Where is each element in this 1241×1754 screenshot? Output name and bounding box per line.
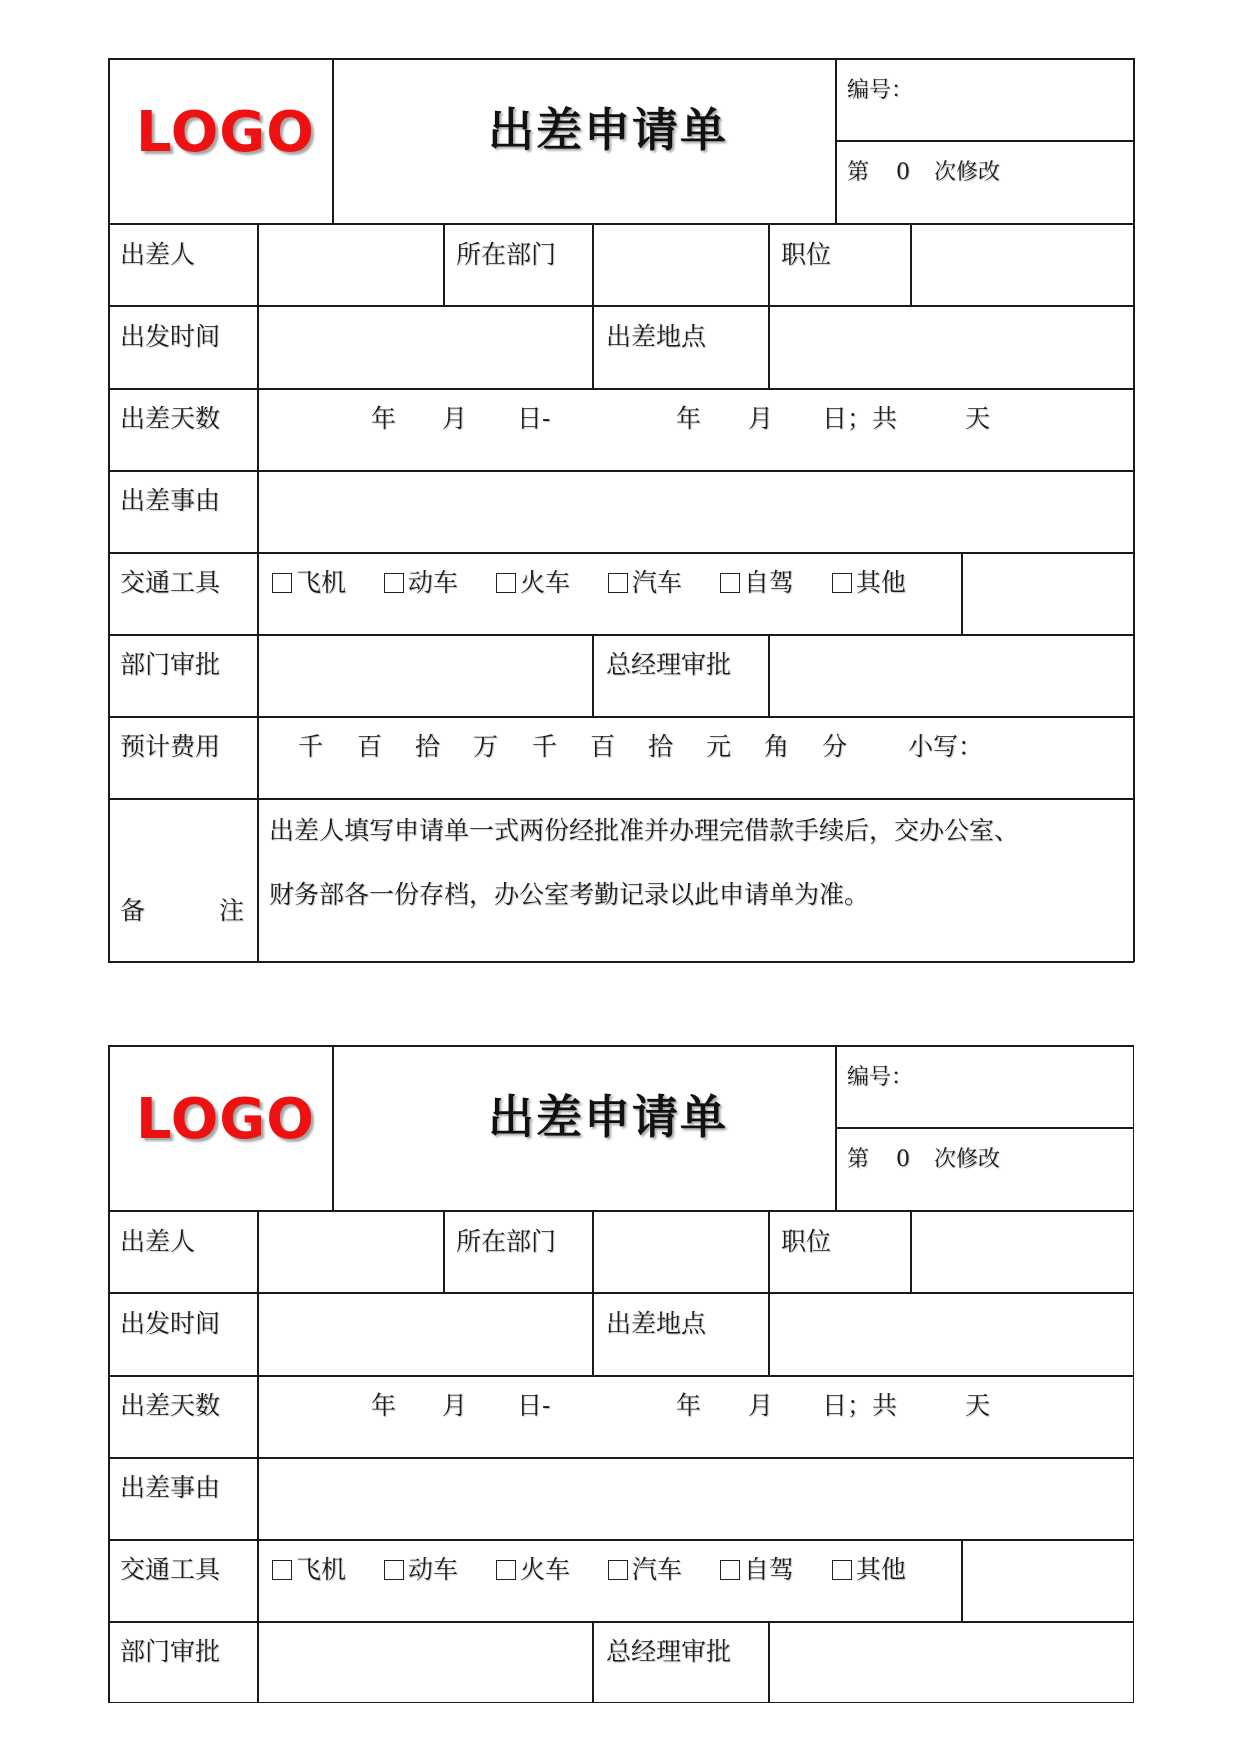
checkbox[interactable] [384, 573, 404, 593]
checkbox[interactable] [384, 1560, 404, 1580]
days-day-total: 日；共 [822, 1391, 898, 1420]
trip-days-label: 出差天数 [120, 1391, 221, 1420]
remark-text-line-2: 财务部各一份存档，办公室考勤记录以此申请单为准。 [269, 880, 870, 909]
revision-count: 0 [896, 160, 910, 185]
dept-approval-label: 部门审批 [120, 650, 221, 679]
revision-suffix: 次修改 [934, 160, 1001, 185]
days-month-2: 月 [748, 1391, 774, 1420]
company-logo: LOGO [136, 1087, 315, 1152]
transport-options [272, 568, 936, 598]
days-month-1: 月 [442, 1391, 468, 1420]
checkbox[interactable] [832, 1560, 852, 1580]
transport-option-train[interactable]: 火车 [496, 1555, 570, 1585]
cost-unit-hundred-wan: 百 [357, 732, 383, 761]
days-year-1: 年 [371, 404, 397, 433]
cost-unit-hundred: 百 [590, 732, 616, 761]
position-label: 职位 [781, 240, 832, 269]
days-day-total: 日；共 [822, 404, 898, 433]
cost-unit-ten: 拾 [648, 732, 674, 761]
form-title: 出差申请单 [488, 1090, 728, 1144]
traveler-label: 出差人 [120, 1227, 196, 1256]
travel-request-form-2 [108, 1045, 1134, 1703]
trip-days-label: 出差天数 [120, 404, 221, 433]
days-day-1: 日- [517, 1391, 551, 1420]
revision-prefix: 第 [847, 1147, 870, 1172]
gm-approval-label: 总经理审批 [606, 1637, 732, 1666]
transport-option-highspeed-rail[interactable]: 动车 [384, 1555, 458, 1585]
checkbox[interactable] [608, 573, 628, 593]
transport-label: 交通工具 [120, 1555, 221, 1584]
checkbox[interactable] [832, 573, 852, 593]
transport-option-train[interactable]: 火车 [496, 568, 570, 598]
departure-time-label: 出发时间 [120, 322, 221, 351]
transport-option-self-drive[interactable]: 自驾 [720, 568, 794, 598]
destination-label: 出差地点 [606, 1309, 707, 1338]
transport-option-other[interactable]: 其他 [832, 1555, 906, 1585]
transport-option-plane[interactable]: 飞机 [272, 568, 346, 598]
cost-unit-yuan: 元 [706, 732, 732, 761]
remark-label-char-1: 备 [120, 896, 146, 925]
remark-label-char-2: 注 [219, 896, 245, 925]
destination-label: 出差地点 [606, 322, 707, 351]
estimated-cost-label: 预计费用 [120, 732, 221, 761]
traveler-label: 出差人 [120, 240, 196, 269]
transport-option-highspeed-rail[interactable]: 动车 [384, 568, 458, 598]
travel-request-form-1 [108, 58, 1134, 962]
days-unit: 天 [965, 404, 991, 433]
transport-options [272, 1555, 936, 1585]
days-day-1: 日- [517, 404, 551, 433]
cost-unit-ten-wan: 拾 [415, 732, 441, 761]
transport-option-plane[interactable]: 飞机 [272, 1555, 346, 1585]
transport-label: 交通工具 [120, 568, 221, 597]
form-number-label: 编号： [847, 78, 914, 103]
days-year-2: 年 [676, 1391, 702, 1420]
cost-unit-thousand-wan: 千 [298, 732, 324, 761]
revision-prefix: 第 [847, 160, 870, 185]
gm-approval-label: 总经理审批 [606, 650, 732, 679]
checkbox[interactable] [720, 573, 740, 593]
department-label: 所在部门 [456, 240, 557, 269]
transport-option-other[interactable]: 其他 [832, 568, 906, 598]
days-month-1: 月 [442, 404, 468, 433]
company-logo: LOGO [136, 100, 315, 165]
department-label: 所在部门 [456, 1227, 557, 1256]
transport-option-car[interactable]: 汽车 [608, 1555, 682, 1585]
days-month-2: 月 [748, 404, 774, 433]
departure-time-label: 出发时间 [120, 1309, 221, 1338]
dept-approval-label: 部门审批 [120, 1637, 221, 1666]
checkbox[interactable] [272, 1560, 292, 1580]
position-label: 职位 [781, 1227, 832, 1256]
checkbox[interactable] [720, 1560, 740, 1580]
remark-text-line-1: 出差人填写申请单一式两份经批准并办理完借款手续后，交办公室、 [269, 816, 1020, 845]
checkbox[interactable] [608, 1560, 628, 1580]
checkbox[interactable] [496, 573, 516, 593]
cost-unit-jiao: 角 [764, 732, 790, 761]
revision-count: 0 [896, 1147, 910, 1172]
transport-option-car[interactable]: 汽车 [608, 568, 682, 598]
transport-option-self-drive[interactable]: 自驾 [720, 1555, 794, 1585]
cost-lowercase-label: 小写： [908, 732, 984, 761]
form-number-label: 编号： [847, 1065, 914, 1090]
days-year-1: 年 [371, 1391, 397, 1420]
revision-suffix: 次修改 [934, 1147, 1001, 1172]
trip-reason-label: 出差事由 [120, 486, 221, 515]
checkbox[interactable] [272, 573, 292, 593]
form-title: 出差申请单 [488, 103, 728, 157]
days-year-2: 年 [676, 404, 702, 433]
cost-unit-fen: 分 [822, 732, 848, 761]
checkbox[interactable] [496, 1560, 516, 1580]
trip-reason-label: 出差事由 [120, 1473, 221, 1502]
days-unit: 天 [965, 1391, 991, 1420]
cost-unit-wan: 万 [473, 732, 499, 761]
cost-unit-thousand: 千 [532, 732, 558, 761]
